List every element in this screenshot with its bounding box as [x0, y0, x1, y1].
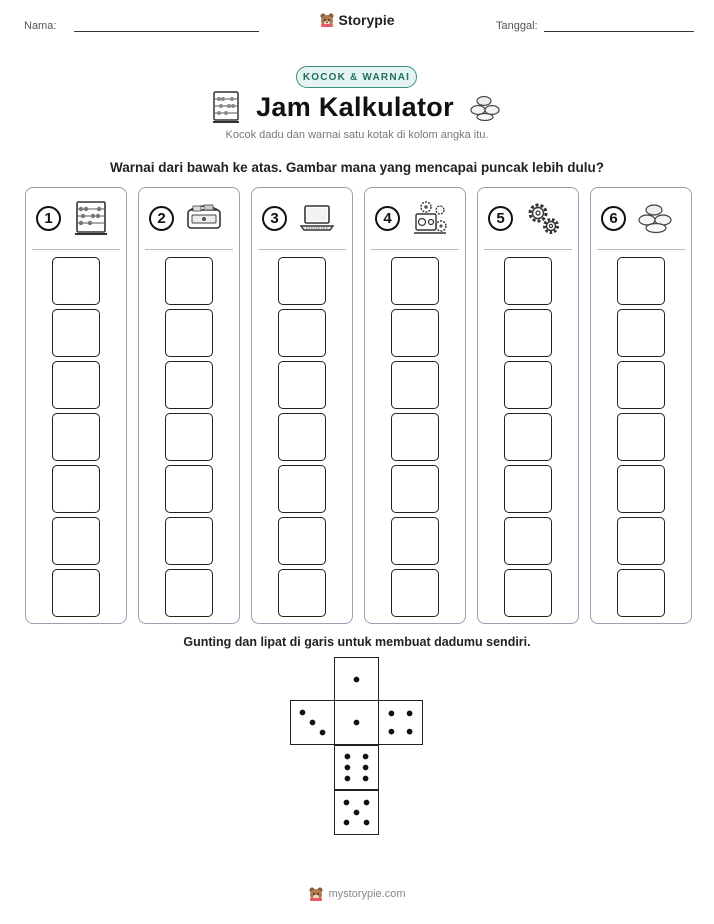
column-4 [364, 187, 466, 624]
column-divider [258, 249, 346, 250]
footer [0, 886, 714, 902]
column-1 [25, 187, 127, 624]
column-3 [251, 187, 353, 624]
bear-logo-icon [319, 12, 335, 28]
die-face-top [334, 657, 379, 702]
color-box[interactable] [617, 257, 665, 305]
color-box[interactable] [165, 465, 213, 513]
color-box[interactable] [391, 257, 439, 305]
column-5 [477, 187, 579, 624]
column-header [262, 196, 342, 240]
column-divider [145, 249, 233, 250]
color-box[interactable] [165, 361, 213, 409]
color-box[interactable] [52, 413, 100, 461]
color-box[interactable] [278, 361, 326, 409]
color-box[interactable] [278, 465, 326, 513]
color-box[interactable] [617, 361, 665, 409]
column-number: 1 [36, 206, 61, 231]
color-box[interactable] [504, 413, 552, 461]
color-box[interactable] [278, 413, 326, 461]
color-box[interactable] [52, 257, 100, 305]
bear-logo-icon [308, 886, 324, 902]
color-box[interactable] [52, 465, 100, 513]
color-box[interactable] [165, 257, 213, 305]
color-box[interactable] [165, 569, 213, 617]
cash-box-icon [184, 198, 224, 238]
color-box[interactable] [391, 569, 439, 617]
color-box[interactable] [617, 465, 665, 513]
color-box[interactable] [617, 517, 665, 565]
die-face-lower [334, 745, 379, 790]
column-divider [371, 249, 459, 250]
color-box[interactable] [165, 413, 213, 461]
die-face-left [290, 700, 335, 745]
cut-instruction: Gunting dan lipat di garis untuk membuat dadumu sendiri. [183, 635, 531, 649]
color-box[interactable] [278, 257, 326, 305]
column-header [375, 196, 455, 240]
abacus-icon [71, 198, 111, 238]
color-box[interactable] [504, 309, 552, 357]
machine-gears-icon [410, 198, 450, 238]
column-header [36, 196, 116, 240]
color-box[interactable] [52, 517, 100, 565]
pebbles-icon [470, 93, 502, 121]
date-line[interactable] [544, 20, 694, 32]
color-box[interactable] [52, 361, 100, 409]
column-number: 3 [262, 206, 287, 231]
color-box[interactable] [52, 569, 100, 617]
instruction-text: Warnai dari bawah ke atas. Gambar mana yang mencapai puncak lebih dulu? [110, 160, 604, 175]
color-box[interactable] [504, 257, 552, 305]
color-box[interactable] [504, 361, 552, 409]
color-box[interactable] [278, 309, 326, 357]
laptop-icon [297, 198, 337, 238]
column-number: 5 [488, 206, 513, 231]
column-number: 2 [149, 206, 174, 231]
color-box[interactable] [165, 517, 213, 565]
color-box[interactable] [504, 465, 552, 513]
color-box[interactable] [278, 569, 326, 617]
column-header [149, 196, 229, 240]
pebbles-icon [636, 198, 676, 238]
abacus-icon [212, 90, 240, 124]
color-box[interactable] [504, 517, 552, 565]
column-header [601, 196, 681, 240]
name-label: Nama: [24, 20, 57, 32]
date-label: Tanggal: [496, 20, 538, 32]
page-title: Jam Kalkulator [256, 91, 454, 122]
color-box[interactable] [504, 569, 552, 617]
date-field[interactable] [496, 20, 694, 32]
die-face-bottom [334, 790, 379, 835]
color-box[interactable] [391, 309, 439, 357]
brand-name: Storypie [338, 12, 395, 28]
color-box[interactable] [617, 413, 665, 461]
column-number: 4 [375, 206, 400, 231]
color-box[interactable] [52, 309, 100, 357]
column-header [488, 196, 568, 240]
color-box[interactable] [391, 517, 439, 565]
color-box[interactable] [165, 309, 213, 357]
column-2 [138, 187, 240, 624]
column-divider [32, 249, 120, 250]
die-face-right [378, 700, 423, 745]
column-divider [484, 249, 572, 250]
title-row [0, 90, 714, 124]
color-box[interactable] [391, 361, 439, 409]
color-box[interactable] [617, 569, 665, 617]
color-box[interactable] [617, 309, 665, 357]
die-face-center [334, 700, 379, 745]
activity-badge: KOCOK & WARNAI [296, 66, 417, 88]
color-box[interactable] [278, 517, 326, 565]
footer-url[interactable]: mystorypie.com [328, 888, 406, 900]
color-box[interactable] [391, 413, 439, 461]
column-6 [590, 187, 692, 624]
gears-icon [523, 198, 563, 238]
column-divider [597, 249, 685, 250]
page-subtitle: Kocok dadu dan warnai satu kotak di kolom angka itu. [225, 129, 489, 141]
color-box[interactable] [391, 465, 439, 513]
column-number: 6 [601, 206, 626, 231]
